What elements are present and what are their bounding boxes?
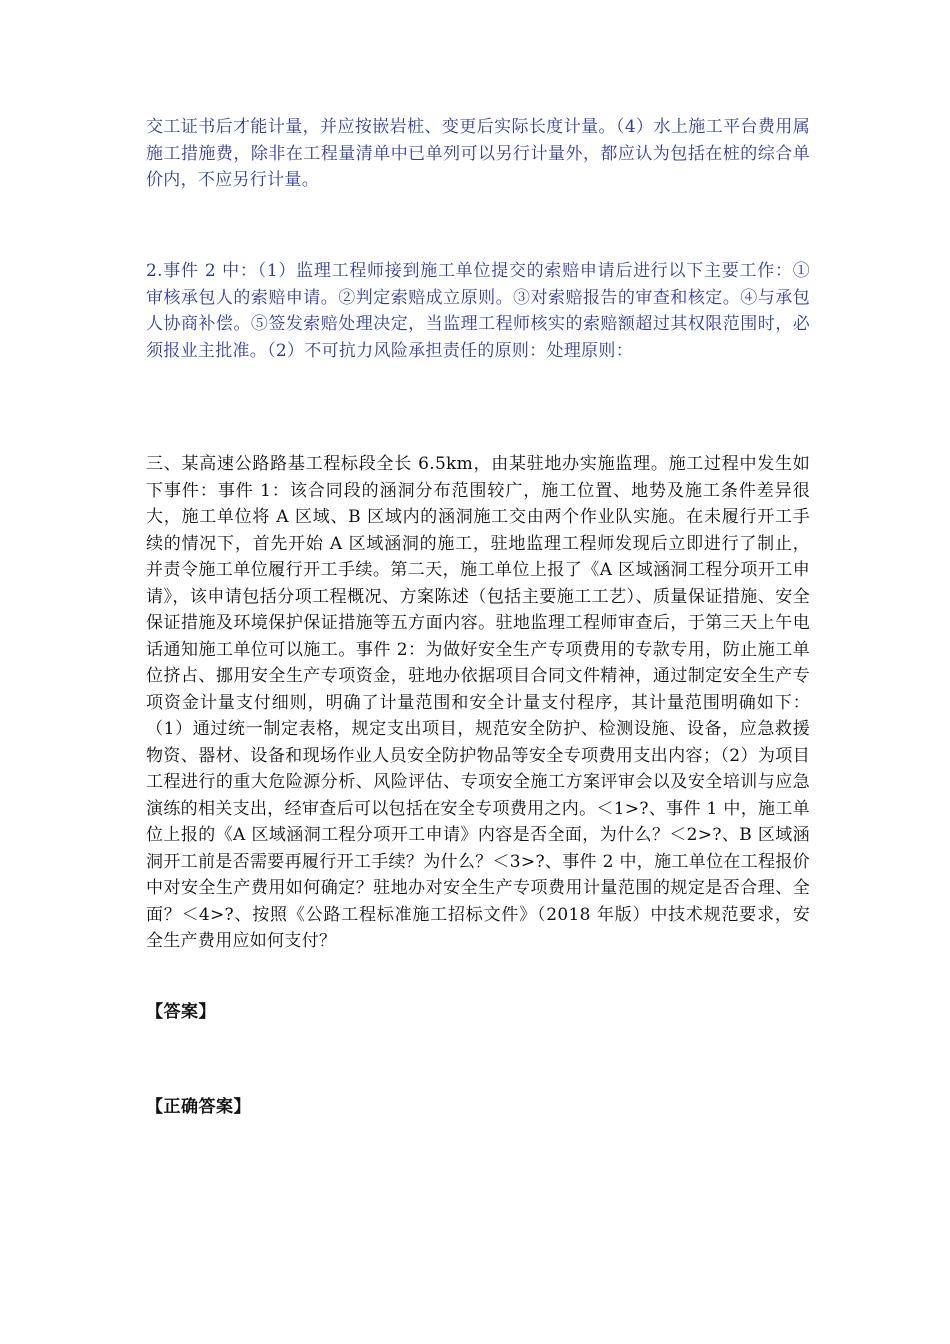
paragraph-question-three: 三、某高速公路路基工程标段全长 6.5km，由某驻地办实施监理。施工过程中发生如下事件：事件 1：该合同段的涵洞分布范围较广，施工位置、地势及施工条件差异很大，施工单位将 A 区域、B 区域内的涵洞施工交由两个作业队实施。在未履行开工手续的情况下，首先开始 A 区域涵洞的施工，驻地监理工程师发现后立即进行了制止，并责令施工单位履行开工手续。第二天，施工单位上报了《A 区域涵洞工程分项开工申请》，该申请包括分项工程概况、方案陈述（包括主要施工工艺）、质量保证措施、安全保证措施及环境保护保证措施等五方面内容。驻地监理工程师审查后，于第三天上午电话通知施工单位可以施工。事件 2：为做好安全生产专项费用的专款专用，防止施工单位挤占、挪用安全生产专项资金，驻地办依据项目合同文件精神，通过制定安全生产专项资金计量支付细则，明确了计量范围和安全计量支付程序，其计量范围明确如下：（1）通过统一制定表格，规定支出项目，规范安全防护、检测设施、设备，应急救援物资、器材、设备和现场作业人员安全防护物品等安全专项费用支出内容；（2）为项目工程进行的重大危险源分析、风险评估、专项安全施工方案评审会以及安全培训与应急演练的相关支出，经审查后可以包括在安全专项费用之内。＜1>?、事件 1 中，施工单位上报的《A 区域涵洞工程分项开工申请》内容是否全面，为什么？＜2>?、B 区域涵洞开工前是否需要再履行开工手续？为什么？＜3>?、事件 2 中，施工单位在工程报价中对安全生产费用如何确定？驻地办对安全生产专项费用计量范围的规定是否合理、全面？＜4>?、按照《公路工程标准施工招标文件》（2018 年版）中技术规范要求，安全生产费用应如何支付？ bbox=[146, 454, 810, 951]
answer-heading: 【答案】 bbox=[146, 1002, 216, 1022]
paragraph-measurement-rules: 交工证书后才能计量，并应按嵌岩桩、变更后实际长度计量。（4）水上施工平台费用属施工措施费，除非在工程量清单中已单列可以另行计量外，都应认为包括在桩的综合单价内，不应另行计量。 bbox=[146, 117, 810, 190]
paragraph-event2-claims: 2.事件 2 中：（1）监理工程师接到施工单位提交的索赔申请后进行以下主要工作：①审核承包人的索赔申请。②判定索赔成立原则。③对索赔报告的审查和核定。④与承包人协商补偿。⑤签发索赔处理决定，当监理工程师核实的索赔额超过其权限范围时，必须报业主批准。（2）不可抗力风险承担责任的原则：处理原则： bbox=[146, 261, 810, 361]
correct-answer-heading: 【正确答案】 bbox=[146, 1097, 251, 1117]
